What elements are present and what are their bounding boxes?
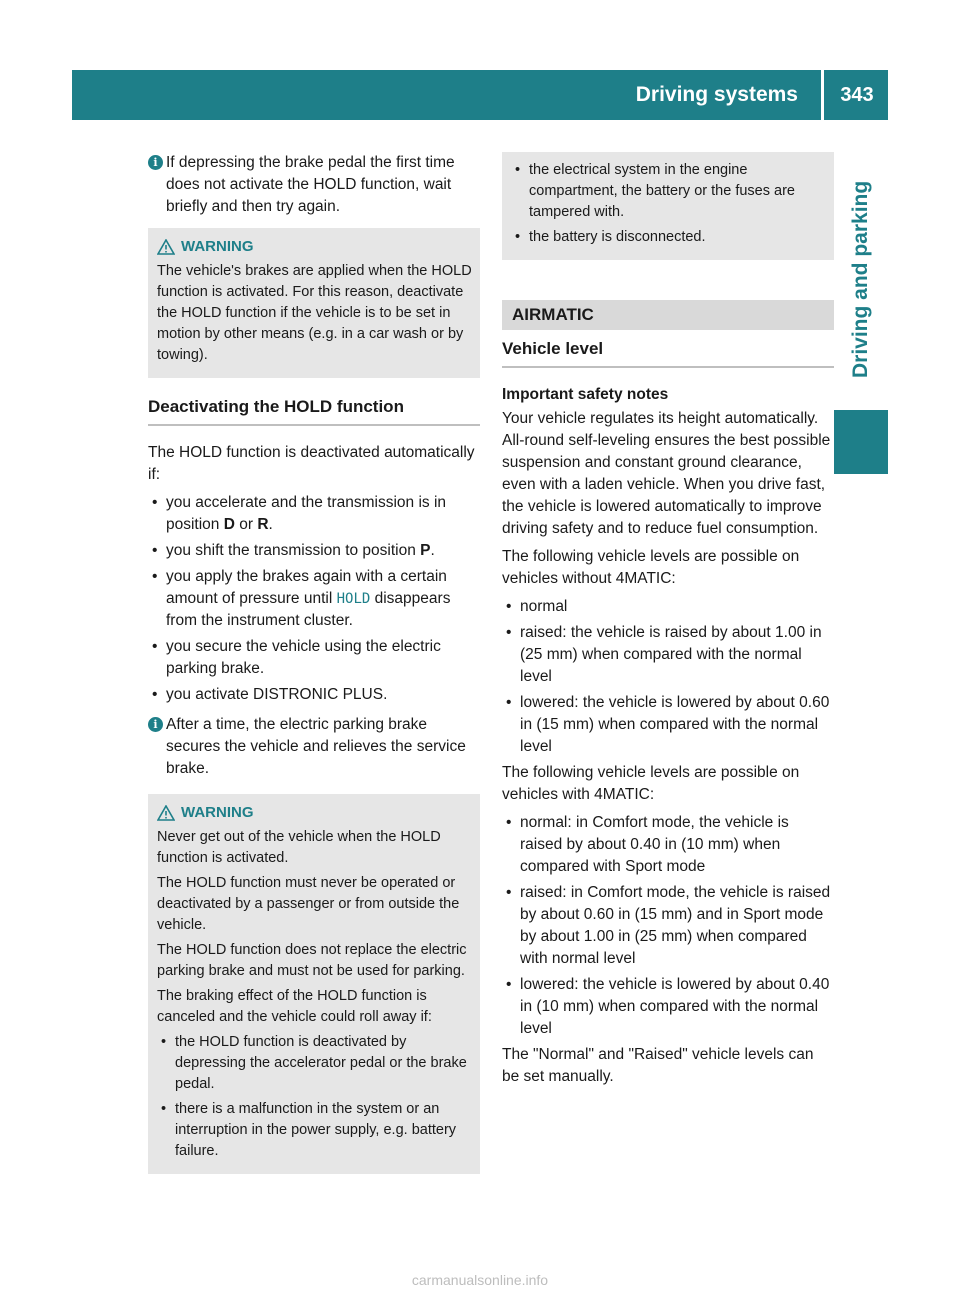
- list-item: • you apply the brakes again with a certain amount of pressure until HOLD disappears from the instrument cluster.: [148, 566, 480, 632]
- section-title: Driving systems: [635, 83, 798, 106]
- warning-title: WARNING: [157, 802, 472, 823]
- warning-text: The braking effect of the HOLD function is canceled and the vehicle could roll away if:: [157, 988, 432, 1025]
- chapter-sidebar: [834, 120, 888, 490]
- list-item: • you activate DISTRONIC PLUS.: [148, 684, 480, 706]
- header-divider: [821, 70, 824, 120]
- info-icon: i: [148, 155, 163, 170]
- watermark: carmanualsonline.info: [411, 1272, 549, 1288]
- warning-triangle-icon: [157, 239, 175, 255]
- list-item: • lowered: the vehicle is lowered by about 0.40 in (10 mm) when compared with the normal level: [502, 974, 834, 1040]
- warning-text: Never get out of the vehicle when the HOLD function is activated.: [157, 829, 441, 866]
- section-heading: Vehicle level: [502, 338, 834, 368]
- section-bar: AIRMATIC: [502, 300, 834, 330]
- list-item: • you accelerate and the transmission is in position D or R.: [148, 492, 480, 536]
- warning-text: The HOLD function does not replace the electric parking brake and must not be used for parking.: [157, 942, 467, 979]
- warning-box-continued: [502, 152, 834, 260]
- page-number: 343: [840, 84, 874, 106]
- left-column: [148, 152, 480, 1192]
- list-item: • you secure the vehicle using the electric parking brake.: [148, 636, 480, 680]
- subheading: Important safety notes: [502, 386, 669, 403]
- display-message: HOLD: [336, 591, 371, 607]
- warning-title: WARNING: [157, 236, 472, 257]
- chapter-tab: [834, 410, 888, 474]
- list-item: • the electrical system in the engine compartment, the battery or the fuses are tampered with.: [511, 160, 826, 223]
- list-item: • lowered: the vehicle is lowered by about 0.60 in (15 mm) when compared with the normal level: [502, 692, 834, 758]
- body-text: The following vehicle levels are possible on vehicles without 4MATIC:: [502, 548, 800, 587]
- list-item: • you shift the transmission to position P.: [148, 540, 480, 562]
- warning-box: [148, 794, 480, 1174]
- body-text: Your vehicle regulates its height automatically. All-round self-leveling ensures the best possible suspension and constant ground clearance, even with a laden vehicle. When you drive fast, the vehicle is lowered automatically to improve driving safety and to reduce fuel consumption.: [502, 410, 831, 537]
- intro-text: The HOLD function is deactivated automatically if:: [148, 444, 475, 483]
- body-text: The "Normal" and "Raised" vehicle levels can be set manually.: [502, 1046, 814, 1085]
- section-heading: Deactivating the HOLD function: [148, 396, 480, 426]
- list-item: • the HOLD function is deactivated by depressing the accelerator pedal or the brake pedal.: [157, 1032, 472, 1095]
- right-column: [502, 152, 834, 1094]
- info-note: [148, 152, 480, 218]
- list-item: • normal: [502, 596, 834, 618]
- warning-triangle-icon: [157, 805, 175, 821]
- body-text: The following vehicle levels are possible on vehicles with 4MATIC:: [502, 764, 800, 803]
- warning-text: The HOLD function must never be operated or deactivated by a passenger or from outside the vehicle.: [157, 875, 460, 933]
- list-item: • there is a malfunction in the system or an interruption in the power supply, e.g. battery failure.: [157, 1099, 472, 1162]
- info-icon: i: [148, 717, 163, 732]
- list-item: • raised: in Comfort mode, the vehicle is raised by about 0.60 in (15 mm) and in Sport mode by about 1.00 in (25 mm) when compared with normal level: [502, 882, 834, 970]
- page-header: [72, 70, 888, 120]
- warning-box: [148, 228, 480, 378]
- list-item: • the battery is disconnected.: [511, 227, 826, 248]
- info-text: If depressing the brake pedal the first time does not activate the HOLD function, wait briefly and then try again.: [166, 154, 455, 215]
- list-item: • normal: in Comfort mode, the vehicle is raised by about 0.40 in (10 mm) when compared with Sport mode: [502, 812, 834, 878]
- info-text: After a time, the electric parking brake secures the vehicle and relieves the service brake.: [166, 716, 466, 777]
- list-item: • raised: the vehicle is raised by about 1.00 in (25 mm) when compared with the normal level: [502, 622, 834, 688]
- chapter-label: Driving and parking: [849, 180, 872, 378]
- warning-text: The vehicle's brakes are applied when the HOLD function is activated. For this reason, deactivate the HOLD function if the vehicle is to be set in motion by other means (e.g. in a car wash or by towing).: [157, 263, 472, 363]
- info-note: [148, 714, 480, 780]
